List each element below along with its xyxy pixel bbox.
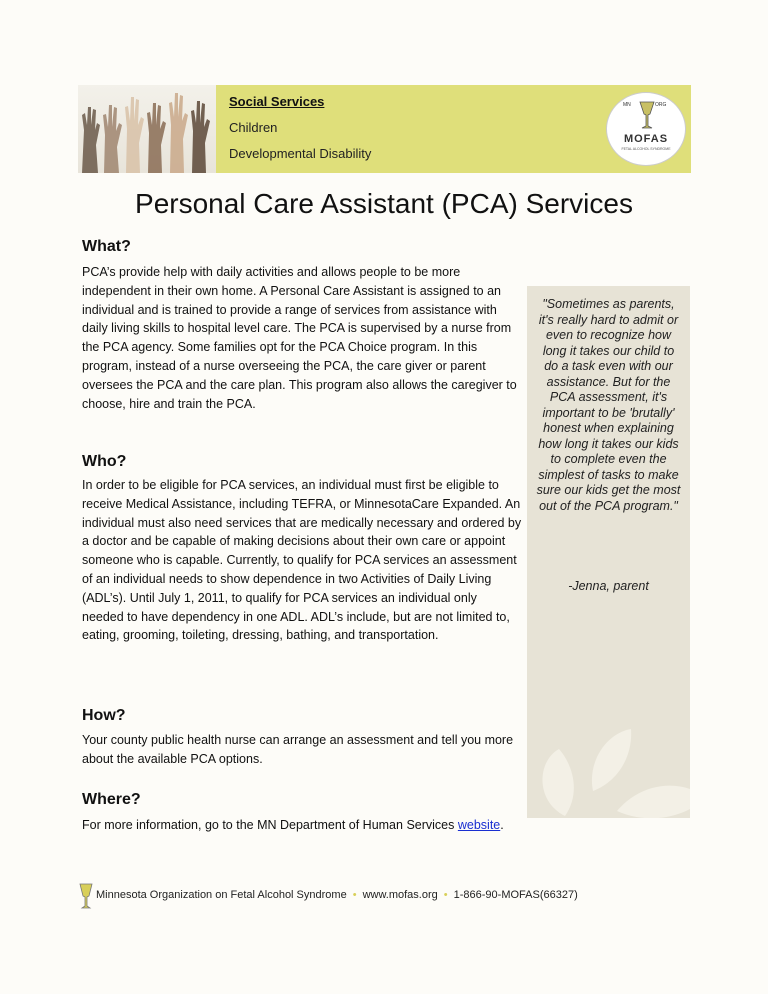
footer-org: Minnesota Organization on Fetal Alcohol Syndrome xyxy=(96,889,347,901)
footer-wine-glass-icon xyxy=(78,880,94,914)
section-heading-what: What? xyxy=(82,238,131,255)
raised-hands-image xyxy=(78,85,216,173)
mofas-logo xyxy=(606,92,686,166)
header-item-children: Children xyxy=(229,120,278,135)
header-item-developmental-disability: Developmental Disability xyxy=(229,146,372,161)
footer-separator-dot: • xyxy=(443,889,448,901)
footer-separator-dot: • xyxy=(352,889,357,901)
logo-subtitle: FETAL ALCOHOL SYNDROME xyxy=(621,147,671,151)
logo-mn-text: MN xyxy=(623,102,631,108)
section-heading-where: Where? xyxy=(82,791,141,808)
section-body-what: PCA’s provide help with daily activities and allows people to be more independent in their own home. A Personal Care Assistant is assigned to an individual and is trained to provide a range of services from assistance with daily living skills to hospital level care. The PCA is supervised by a nurse from the PCA agency. Some families opt for the PCA Choice program. In this program, instead of a nurse overseeing the PCA, the care giver or parent oversees the PCA and the care plan. This program also allows the caregiver to choose, hire and train the PCA. xyxy=(82,265,517,411)
quote-attribution: -Jenna, parent xyxy=(568,579,649,593)
quote-sidebar xyxy=(527,286,690,818)
section-body-where xyxy=(82,816,522,835)
footer xyxy=(78,880,678,914)
dhs-website-link[interactable]: website xyxy=(457,818,501,832)
footer-website[interactable]: www.mofas.org xyxy=(362,889,438,901)
parent-quote: "Sometimes as parents, it's really hard to admit or even to recognize how long it takes our child to do a task even with our assistance. But for the PCA assessment, it's important to be 'brutally' honest when explaining how long it takes our kids to complete even the simplest of tasks to make sure our kids get the most out of the PCA program." xyxy=(536,297,681,513)
section-heading-who: Who? xyxy=(82,453,127,470)
logo-mofas-text: MOFAS xyxy=(623,133,669,145)
section-body-who: In order to be eligible for PCA services, an individual must first be eligible to receive Medical Assistance, including TEFRA, or MinnesotaCare Expanded. An individual must also need services that are medically necessary and ordered by a doctor and be capable of making decisions about their own care or appoint someone who is capable. Currently, to qualify for PCA services an assessment of an individual needs to show dependence in two Activities of Daily Living (ADL’s). Until July 1, 2011, to qualify for PCA services an individual only needed to have dependency in one ADL. ADL’s include, but are not limited to, eating, grooming, toileting, dressing, bathing, and transportation. xyxy=(82,478,522,643)
raised-hands-photo xyxy=(78,85,216,173)
footer-phone: 1-866-90-MOFAS(66327) xyxy=(453,889,578,901)
where-period: . xyxy=(500,818,504,832)
footer-text xyxy=(96,889,578,901)
leaf-watermark-icon xyxy=(527,711,690,818)
logo-org-text: ORG xyxy=(655,102,667,108)
page-title: Personal Care Assistant (PCA) Services xyxy=(135,188,633,219)
where-text: For more information, go to the MN Department of Human Services xyxy=(82,818,455,832)
section-body-how: Your county public health nurse can arrange an assessment and tell you more about the available PCA options. xyxy=(82,733,514,766)
social-services-link[interactable]: Social Services xyxy=(229,94,325,109)
section-heading-how: How? xyxy=(82,707,126,724)
wine-glass-icon xyxy=(638,100,656,130)
